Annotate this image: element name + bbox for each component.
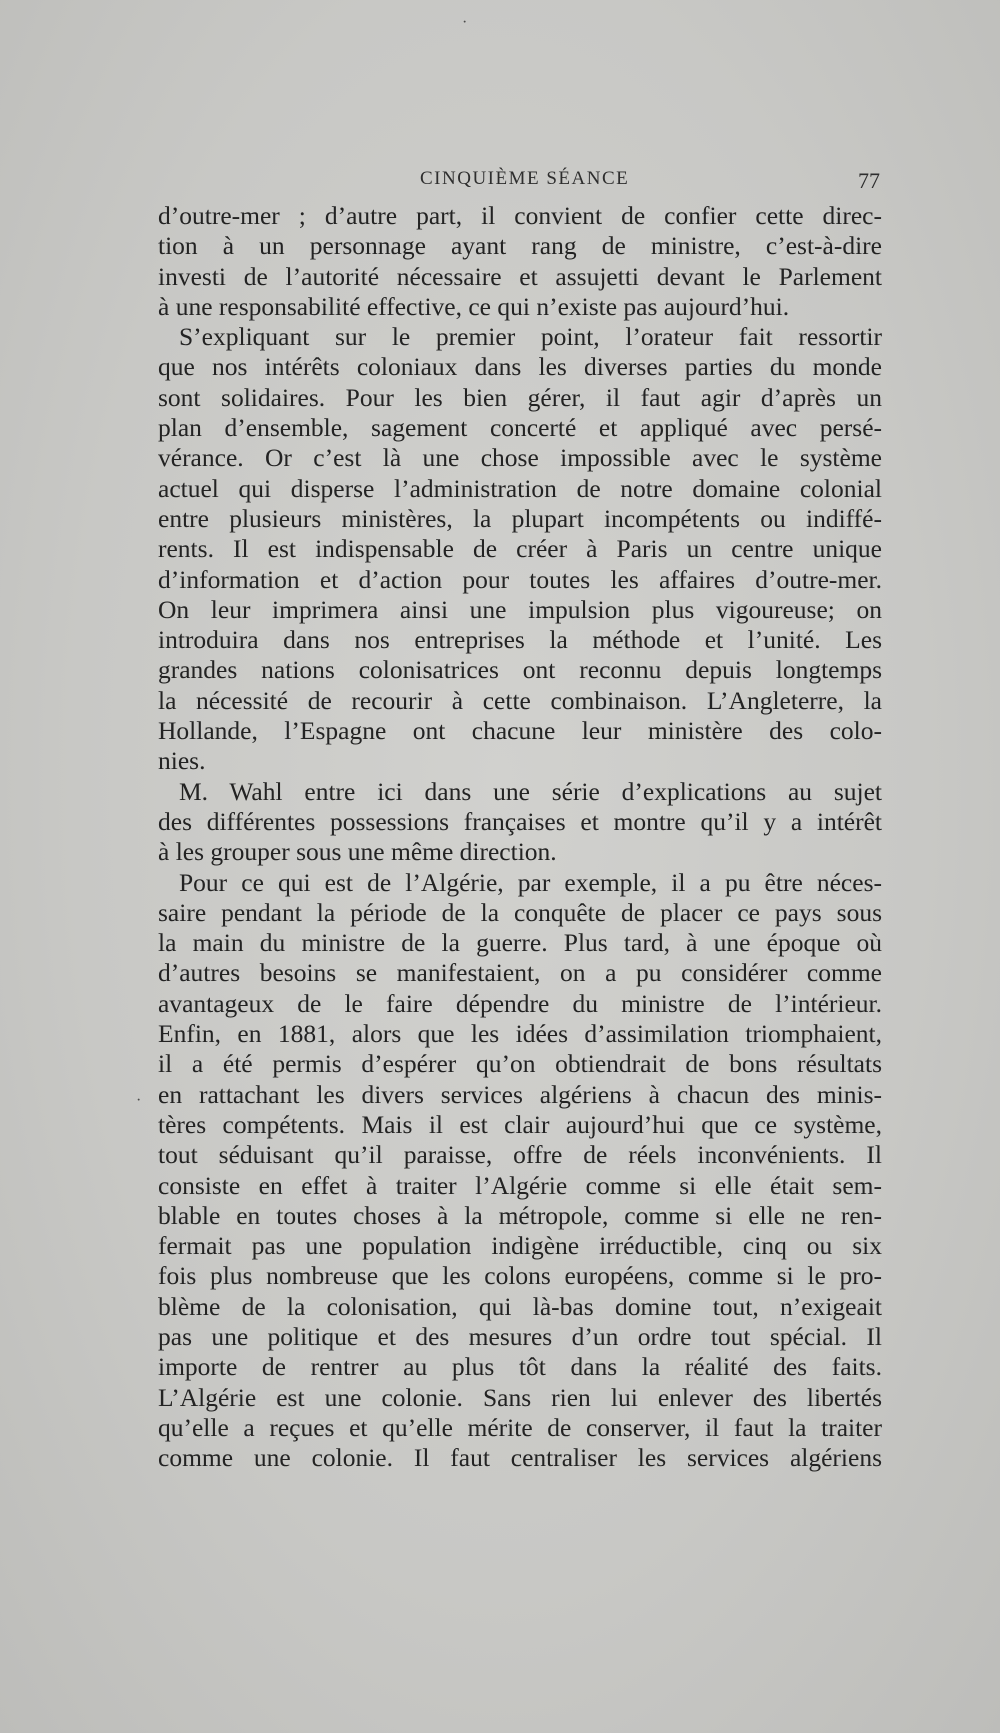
page-number: 77 xyxy=(858,168,880,193)
text-line: plan d’ensemble, sagement concerté et appliqué avec persé- xyxy=(158,413,882,443)
text-line: tères compétents. Mais il est clair aujourd’hui que ce système, xyxy=(158,1109,882,1139)
text-line: des différentes possessions françaises et montre qu’il y a intérêt xyxy=(158,806,882,836)
text-line: L’Algérie est une colonie. Sans rien lui enlever des libertés xyxy=(158,1382,882,1412)
text-line: Pour ce qui est de l’Algérie, par exemple, il a pu être néces- xyxy=(179,867,882,897)
text-line: blable en toutes choses à la métropole, comme si elle ne ren- xyxy=(158,1200,882,1230)
text-line: la nécessité de recourir à cette combinaison. L’Angleterre, la xyxy=(158,685,882,715)
text-line: la main du ministre de la guerre. Plus tard, à une époque où xyxy=(158,928,882,958)
text-line: blème de la colonisation, qui là-bas domine tout, n’exigeait xyxy=(158,1291,882,1321)
text-line: importe de rentrer au plus tôt dans la réalité des faits. xyxy=(158,1352,882,1382)
text-line: rents. Il est indispensable de créer à Paris un centre unique xyxy=(158,534,882,564)
text-line: avantageux de le faire dépendre du ministre de l’intérieur. xyxy=(158,988,882,1018)
text-line: introduira dans nos entreprises la méthode et l’unité. Les xyxy=(158,625,882,655)
text-line: Enfin, en 1881, alors que les idées d’assimilation triomphaient, xyxy=(158,1019,882,1049)
text-line: nies. xyxy=(158,746,206,776)
text-line: entre plusieurs ministères, la plupart incompétents ou indiffé- xyxy=(158,503,882,533)
print-speck: · xyxy=(136,1092,142,1109)
text-line: pas une politique et des mesures d’un ordre tout spécial. Il xyxy=(158,1321,882,1351)
text-line: comme une colonie. Il faut centraliser les services algériens xyxy=(158,1443,882,1473)
body-text xyxy=(158,201,882,1473)
text-line: d’information et d’action pour toutes les affaires d’outre-mer. xyxy=(158,564,882,594)
text-line: à les grouper sous une même direction. xyxy=(158,837,557,867)
text-line: S’expliquant sur le premier point, l’orateur fait ressortir xyxy=(179,322,882,352)
text-line: sont solidaires. Pour les bien gérer, il faut agir d’après un xyxy=(158,382,882,412)
text-line: fermait pas une population indigène irréductible, cinq ou six xyxy=(158,1231,882,1261)
text-line: qu’elle a reçues et qu’elle mérite de conserver, il faut la traiter xyxy=(158,1412,882,1442)
text-line: investi de l’autorité nécessaire et assujetti devant le Parlement xyxy=(158,261,882,291)
text-line: saire pendant la période de la conquête de placer ce pays sous xyxy=(158,897,882,927)
text-line: que nos intérêts coloniaux dans les diverses parties du monde xyxy=(158,352,882,382)
text-line: consiste en effet à traiter l’Algérie comme si elle était sem- xyxy=(158,1170,882,1200)
text-line: à une responsabilité effective, ce qui n’existe pas aujourd’hui. xyxy=(158,291,790,321)
text-line: vérance. Or c’est là une chose impossible avec le système xyxy=(158,443,882,473)
text-line: il a été permis d’espérer qu’on obtiendrait de bons résultats xyxy=(158,1049,882,1079)
running-head: CINQUIÈME SÉANCE xyxy=(420,168,630,189)
text-line: Hollande, l’Espagne ont chacune leur ministère des colo- xyxy=(158,716,882,746)
text-line: d’autres besoins se manifestaient, on a pu considérer comme xyxy=(158,958,882,988)
text-line: fois plus nombreuse que les colons européens, comme si le pro- xyxy=(158,1261,882,1291)
text-line: tout séduisant qu’il paraisse, offre de réels inconvénients. Il xyxy=(158,1140,882,1170)
print-speck: · xyxy=(462,14,468,31)
text-line: M. Wahl entre ici dans une série d’explications au sujet xyxy=(179,776,882,806)
text-line: actuel qui disperse l’administration de notre domaine colonial xyxy=(158,473,882,503)
text-line: grandes nations colonisatrices ont reconnu depuis longtemps xyxy=(158,655,882,685)
text-line: tion à un personnage ayant rang de ministre, c’est-à-dire xyxy=(158,231,882,261)
text-line: On leur imprimera ainsi une impulsion plus vigoureuse; on xyxy=(158,594,882,624)
page-header xyxy=(160,168,880,198)
text-line: d’outre-mer ; d’autre part, il convient de confier cette direc- xyxy=(158,201,882,230)
text-line: en rattachant les divers services algériens à chacun des minis- xyxy=(158,1079,882,1109)
